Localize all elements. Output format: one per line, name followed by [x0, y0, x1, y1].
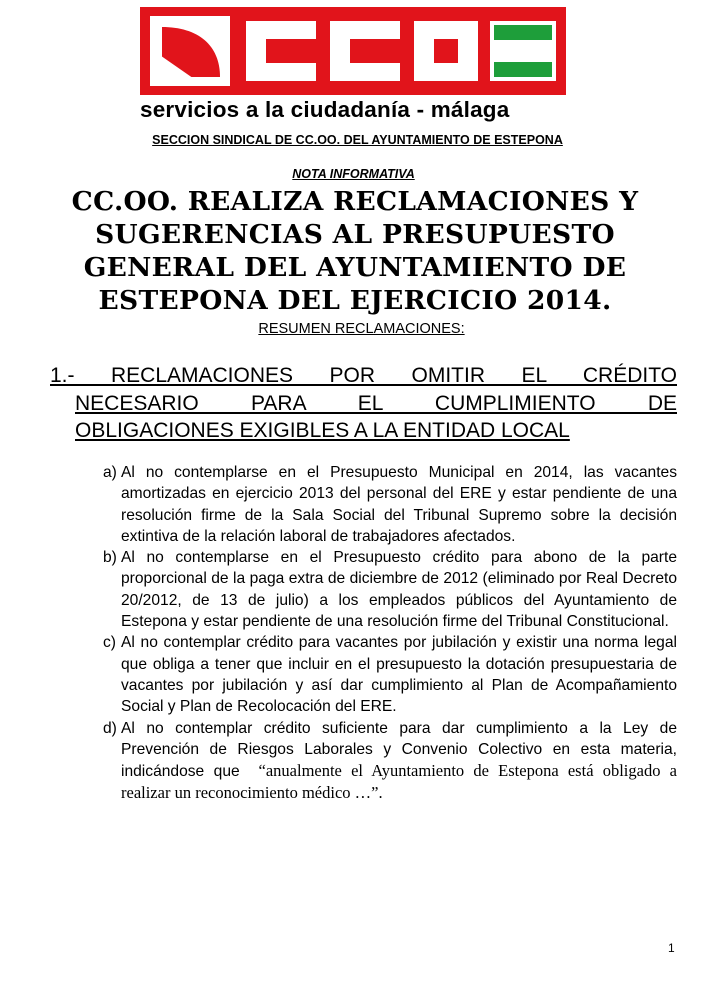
section-title: SECCION SINDICAL DE CC.OO. DEL AYUNTAMIENTO DE ESTEPONA — [152, 133, 563, 147]
claims-list — [0, 462, 707, 805]
headline-line: ESTEPONA DEL EJERCICIO 2014. — [98, 285, 612, 316]
tagline: servicios a la ciudadanía - málaga — [140, 97, 510, 122]
list-item — [0, 632, 707, 717]
item-label: c) — [103, 634, 116, 652]
nota-label: NOTA INFORMATIVA — [292, 167, 415, 181]
heading-line-1: 1.- RECLAMACIONES POR OMITIR EL CRÉDITO — [50, 364, 677, 387]
resumen-label: RESUMEN RECLAMACIONES: — [258, 321, 465, 337]
headline — [40, 185, 670, 317]
page-number: 1 — [668, 941, 675, 955]
list-item — [0, 718, 707, 805]
section-heading — [50, 362, 677, 445]
headline-line: GENERAL DEL AYUNTAMIENTO DE — [83, 252, 627, 283]
item-text-main: Al no contemplar crédito suficiente para dar cumplimiento a la Ley de Prevención de Riesgos Laborales y Convenio Colectivo en esta materia, indicándose que — [121, 719, 677, 781]
ccoo-logo — [140, 7, 566, 95]
item-text: Al no contemplar crédito para vacantes por jubilación y existir una norma legal que obliga a tener que incluir en el presupuesto la dotación presupuestaria de vacantes por jubilación y así dar cumplimiento al Plan de Acompañamiento Social y Plan de Recolocación del ERE. — [121, 634, 677, 716]
heading-line-2: NECESARIO PARA EL CUMPLIMIENTO DE — [75, 391, 677, 415]
item-quote: “anualmente el Ayuntamiento de Estepona está obligado a realizar un reconocimiento médico …”. — [121, 761, 677, 803]
headline-line: CC.OO. REALIZA RECLAMACIONES Y — [71, 186, 639, 217]
headline-line: SUGERENCIAS AL PRESUPUESTO — [95, 219, 615, 250]
item-text — [121, 718, 677, 805]
list-item — [0, 547, 707, 632]
item-label: a) — [103, 464, 117, 481]
item-text: Al no contemplarse en el Presupuesto Municipal en 2014, las vacantes amortizadas en ejercicio 2013 del personal del ERE y estar pendiente de una resolución firme de la Sala Social del Tribunal Supremo sobre la decisión extintiva de la relación laboral de trabajadores afectados. — [121, 464, 677, 545]
item-label: b) — [103, 549, 117, 567]
item-text: Al no contemplarse en el Presupuesto crédito para abono de la parte proporcional de la paga extra de diciembre de 2012 (eliminado por Real Decreto 20/2012, de 13 de julio) a los empleados públicos del Ayuntamiento de Estepona y estar pendiente de una resolución firme del Tribunal Constitucional. — [121, 549, 677, 631]
heading-line-3: OBLIGACIONES EXIGIBLES A LA ENTIDAD LOCAL — [75, 419, 570, 442]
item-label: d) — [103, 719, 117, 737]
list-item — [0, 462, 707, 547]
